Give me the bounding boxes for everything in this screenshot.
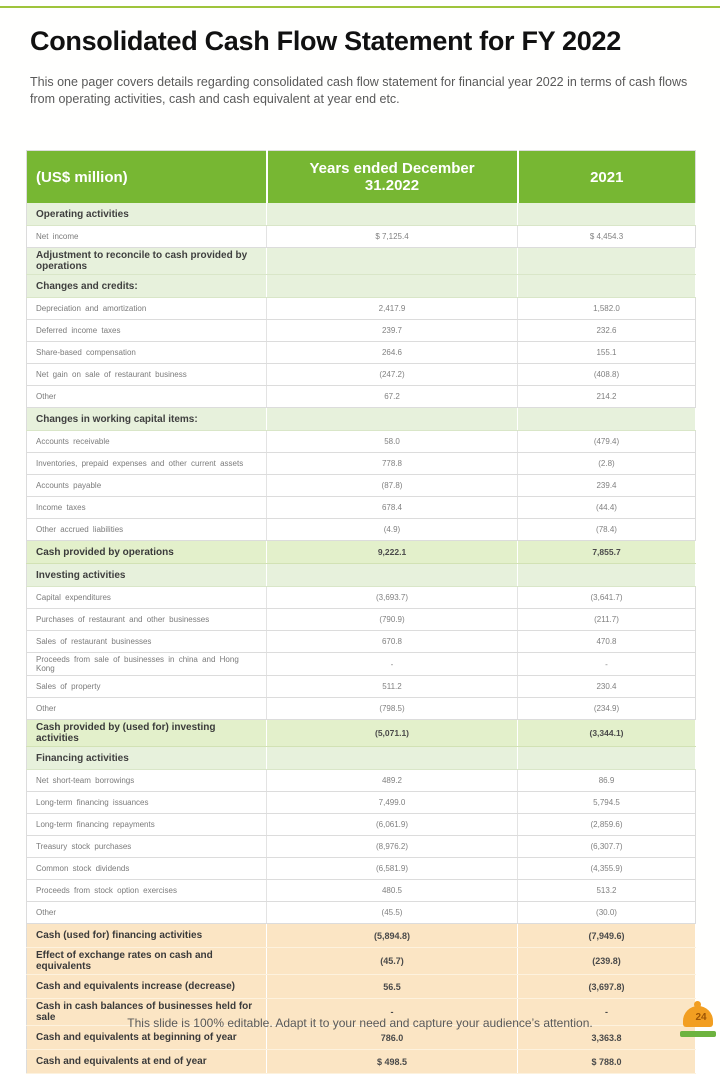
table-row [27,902,696,924]
row-label: Investing activities [27,564,267,587]
row-value-2022: - [267,999,518,1026]
row-value-2021: $ 4,454.3 [518,226,696,248]
table-row [27,519,696,541]
table-row [27,320,696,342]
row-label: Purchases of restaurant and other businesses [27,609,267,631]
row-value-2021: (3,641.7) [518,587,696,609]
row-value-2022: 264.6 [267,342,518,364]
row-value-2021: 470.8 [518,631,696,653]
table-row [27,408,696,431]
row-label: Long-term financing issuances [27,792,267,814]
row-value-2021: $ 788.0 [518,1050,696,1074]
table-row [27,609,696,631]
row-value-2022: 239.7 [267,320,518,342]
row-label: Other accrued liabilities [27,519,267,541]
row-label: Operating activities [27,203,267,226]
row-value-2022: 58.0 [267,431,518,453]
table-row [27,836,696,858]
row-label: Net income [27,226,267,248]
row-value-2022: (4.9) [267,519,518,541]
row-label: Cash in cash balances of businesses held for sale [27,999,267,1026]
row-value-2021: 5,794.5 [518,792,696,814]
table-row [27,653,696,676]
table-row [27,587,696,609]
page-number-badge [679,1001,717,1037]
row-value-2022: (6,581.9) [267,858,518,880]
table-row [27,203,696,226]
row-value-2021: 239.4 [518,475,696,497]
row-value-2021: (30.0) [518,902,696,924]
row-value-2021: 86.9 [518,770,696,792]
row-value-2022: $ 498.5 [267,1050,518,1074]
row-label: Other [27,698,267,720]
row-value-2021: (44.4) [518,497,696,519]
row-value-2022: (3,693.7) [267,587,518,609]
row-value-2022: (45.5) [267,902,518,924]
row-label: Accounts payable [27,475,267,497]
table-row [27,924,696,948]
row-value-2022: 56.5 [267,975,518,999]
row-value-2021: 1,582.0 [518,298,696,320]
table-row [27,975,696,999]
table-row [27,631,696,653]
column-header-years-ended-2022-label: Years ended December 31.2022 [309,159,475,194]
table-row [27,792,696,814]
row-value-2021 [518,248,696,275]
table-row [27,497,696,519]
row-value-2022: (87.8) [267,475,518,497]
row-label: Share-based compensation [27,342,267,364]
table-header-row [27,151,696,204]
cash-flow-table [26,150,696,1074]
row-value-2021: (3,697.8) [518,975,696,999]
row-value-2021 [518,747,696,770]
row-value-2022: (45.7) [267,948,518,975]
page-title: Consolidated Cash Flow Statement for FY 2022 [30,26,621,56]
row-label: Other [27,386,267,408]
row-value-2021: 230.4 [518,676,696,698]
table-row [27,364,696,386]
row-value-2022: (790.9) [267,609,518,631]
row-value-2021 [518,564,696,587]
row-value-2021: 214.2 [518,386,696,408]
row-value-2022: 670.8 [267,631,518,653]
row-label: Inventories, prepaid expenses and other current assets [27,453,267,475]
row-value-2022: 511.2 [267,676,518,698]
row-value-2021: 155.1 [518,342,696,364]
row-value-2021 [518,203,696,226]
row-value-2022: 9,222.1 [267,541,518,564]
row-value-2022: (5,071.1) [267,720,518,747]
row-value-2021: 7,855.7 [518,541,696,564]
top-accent-line [0,6,720,8]
table-row [27,747,696,770]
row-label: Long-term financing repayments [27,814,267,836]
row-value-2021: 513.2 [518,880,696,902]
row-label: Proceeds from sale of businesses in china and Hong Kong [27,653,267,676]
column-header-years-ended-2022 [267,151,518,204]
row-value-2021: 3,363.8 [518,1026,696,1050]
row-label: Accounts receivable [27,431,267,453]
table-row [27,698,696,720]
row-value-2022: (5,894.8) [267,924,518,948]
row-value-2021: - [518,653,696,676]
row-value-2022 [267,203,518,226]
table-row [27,858,696,880]
table-row [27,564,696,587]
badge-green-bar [680,1031,716,1037]
row-value-2021: (211.7) [518,609,696,631]
row-label: Effect of exchange rates on cash and equivalents [27,948,267,975]
footer-note: This slide is 100% editable. Adapt it to your need and capture your audience’s attention. [127,1016,593,1030]
table-row [27,770,696,792]
cloche-dome-icon [683,1006,713,1027]
row-label: Cash and equivalents at beginning of year [27,1026,267,1050]
row-label: Cash and equivalents increase (decrease) [27,975,267,999]
table-row [27,676,696,698]
table-row [27,275,696,298]
row-label: Net gain on sale of restaurant business [27,364,267,386]
row-label: Financing activities [27,747,267,770]
row-value-2021 [518,408,696,431]
row-value-2021: (7,949.6) [518,924,696,948]
row-label: Capital expenditures [27,587,267,609]
table-row [27,880,696,902]
row-value-2022: 489.2 [267,770,518,792]
row-value-2022 [267,747,518,770]
row-value-2021 [518,275,696,298]
row-label: Changes in working capital items: [27,408,267,431]
row-value-2021: (234.9) [518,698,696,720]
table-row [27,948,696,975]
row-value-2022: 480.5 [267,880,518,902]
table-row [27,226,696,248]
table-row [27,453,696,475]
row-value-2022 [267,564,518,587]
table-row [27,386,696,408]
row-value-2022: $ 7,125.4 [267,226,518,248]
row-value-2021: (479.4) [518,431,696,453]
row-label: Other [27,902,267,924]
row-value-2022 [267,408,518,431]
row-value-2021: (4,355.9) [518,858,696,880]
row-value-2021: - [518,999,696,1026]
row-value-2022: 678.4 [267,497,518,519]
row-value-2022 [267,248,518,275]
row-value-2021: (78.4) [518,519,696,541]
table-row [27,248,696,275]
row-label: Depreciation and amortization [27,298,267,320]
table-row [27,298,696,320]
row-value-2021: (239.8) [518,948,696,975]
row-value-2022 [267,275,518,298]
row-label: Treasury stock purchases [27,836,267,858]
row-value-2022: 786.0 [267,1026,518,1050]
row-label: Income taxes [27,497,267,519]
column-header-us-million: (US$ million) [27,151,267,204]
slide-subtitle: This one pager covers details regarding consolidated cash flow statement for financial year 2022 in terms of cash flows from operating activities, cash and cash equivalent at year end etc. [30,75,688,106]
row-label: Cash provided by operations [27,541,267,564]
row-label: Cash (used for) financing activities [27,924,267,948]
table-row [27,431,696,453]
column-header-2021: 2021 [518,151,696,204]
table-row [27,475,696,497]
row-value-2022: (6,061.9) [267,814,518,836]
row-label: Common stock dividends [27,858,267,880]
row-label: Cash provided by (used for) investing activities [27,720,267,747]
row-value-2022: (247.2) [267,364,518,386]
row-label: Net short-team borrowings [27,770,267,792]
table-row [27,814,696,836]
row-value-2021: (6,307.7) [518,836,696,858]
row-value-2022: 7,499.0 [267,792,518,814]
row-value-2021: (2.8) [518,453,696,475]
row-value-2022: - [267,653,518,676]
row-value-2021: (2,859.6) [518,814,696,836]
row-label: Changes and credits: [27,275,267,298]
row-label: Sales of restaurant businesses [27,631,267,653]
row-label: Sales of property [27,676,267,698]
row-value-2021: (3,344.1) [518,720,696,747]
row-label: Cash and equivalents at end of year [27,1050,267,1074]
row-value-2022: 67.2 [267,386,518,408]
row-label: Proceeds from stock option exercises [27,880,267,902]
row-label: Adjustment to reconcile to cash provided by operations [27,248,267,275]
row-value-2022: 778.8 [267,453,518,475]
row-value-2022: (8,976.2) [267,836,518,858]
table-row [27,541,696,564]
row-value-2022: 2,417.9 [267,298,518,320]
row-label: Deferred income taxes [27,320,267,342]
row-value-2022: (798.5) [267,698,518,720]
row-value-2021: (408.8) [518,364,696,386]
table-row [27,1050,696,1074]
table-row [27,342,696,364]
page-number: 24 [695,1012,707,1023]
table-row [27,720,696,747]
row-value-2021: 232.6 [518,320,696,342]
